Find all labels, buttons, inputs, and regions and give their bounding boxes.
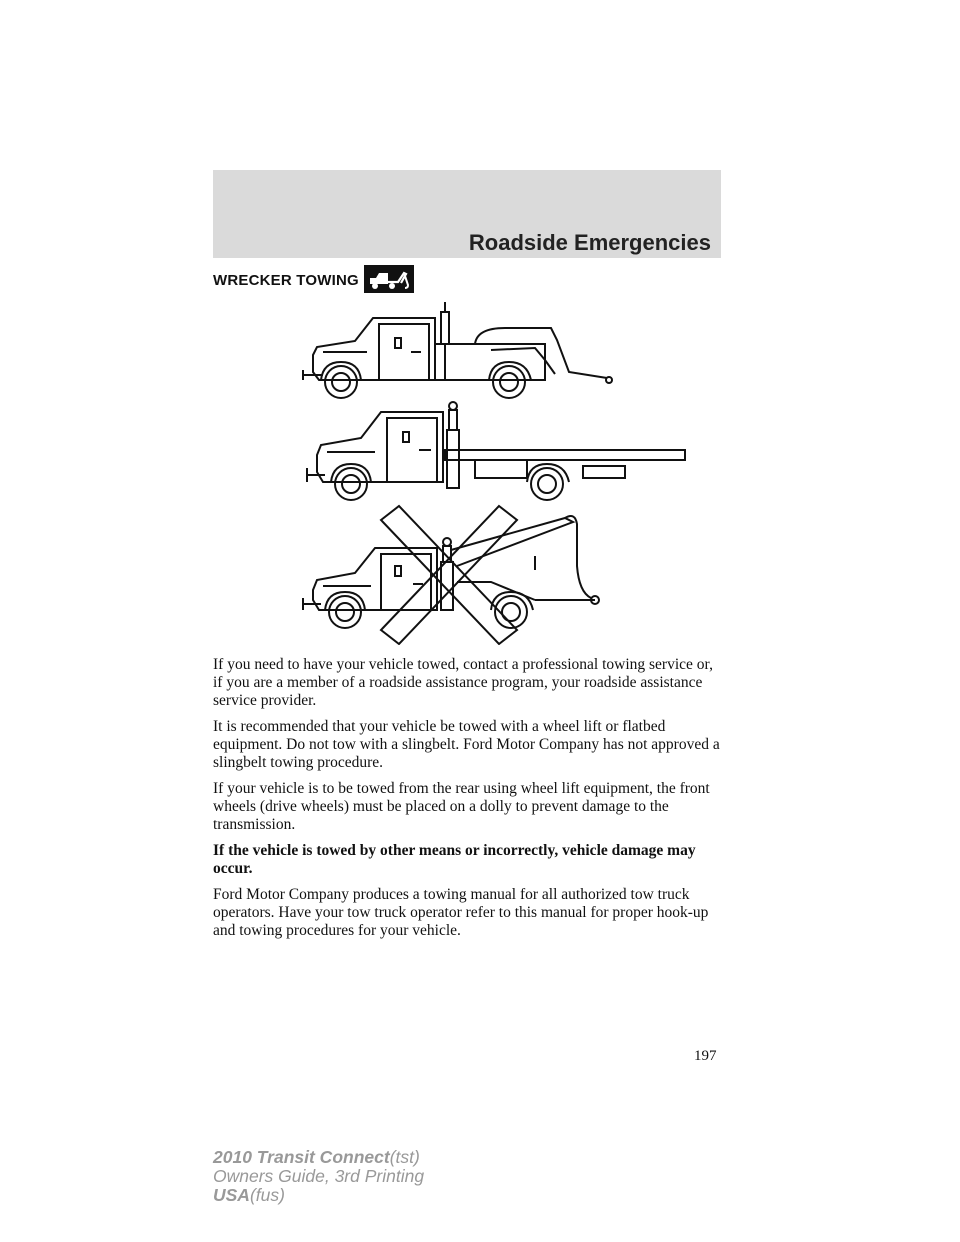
slingbelt-truck-crossed-out [303,506,599,644]
towing-illustrations [295,300,695,645]
tow-truck-icon [364,265,414,293]
footer [213,1148,424,1205]
paragraph: If you need to have your vehicle towed, contact a professional towing service or, if you are a member of a roadside assistance program, your roadside assistance service provider. [213,656,713,709]
footer-line-2: Owners Guide, 3rd Printing [213,1166,425,1186]
paragraph: If your vehicle is to be towed from the rear using wheel lift equipment, the front wheels (drive wheels) must be placed on a dolly to prevent damage to the transmission. [213,780,710,833]
body-text [213,656,723,948]
footer-model: 2010 Transit Connect [213,1147,390,1167]
wheel-lift-truck [303,302,612,398]
warning-paragraph: If the vehicle is towed by other means or incorrectly, vehicle damage may occur. [213,842,696,877]
page-number: 197 [694,1048,717,1064]
header-band [213,170,721,258]
paragraph: It is recommended that your vehicle be towed with a wheel lift or flatbed equipment. Do not tow with a slingbelt. Ford Motor Company has not approved a slingbelt towing procedure. [213,718,720,771]
footer-market-code: (fus) [249,1185,285,1205]
paragraph: Ford Motor Company produces a towing manual for all authorized tow truck operators. Have your tow truck operator refer to this manual for proper hook-up and towing procedures for your vehicle. [213,886,709,939]
section-heading: WRECKER TOWING [213,272,359,289]
section-title: Roadside Emergencies [468,230,711,255]
flatbed-truck [307,402,685,500]
footer-market: USA [213,1185,250,1205]
footer-model-code: (tst) [389,1147,420,1167]
footer-line-3 [213,1186,424,1205]
footer-line-1 [213,1148,424,1167]
